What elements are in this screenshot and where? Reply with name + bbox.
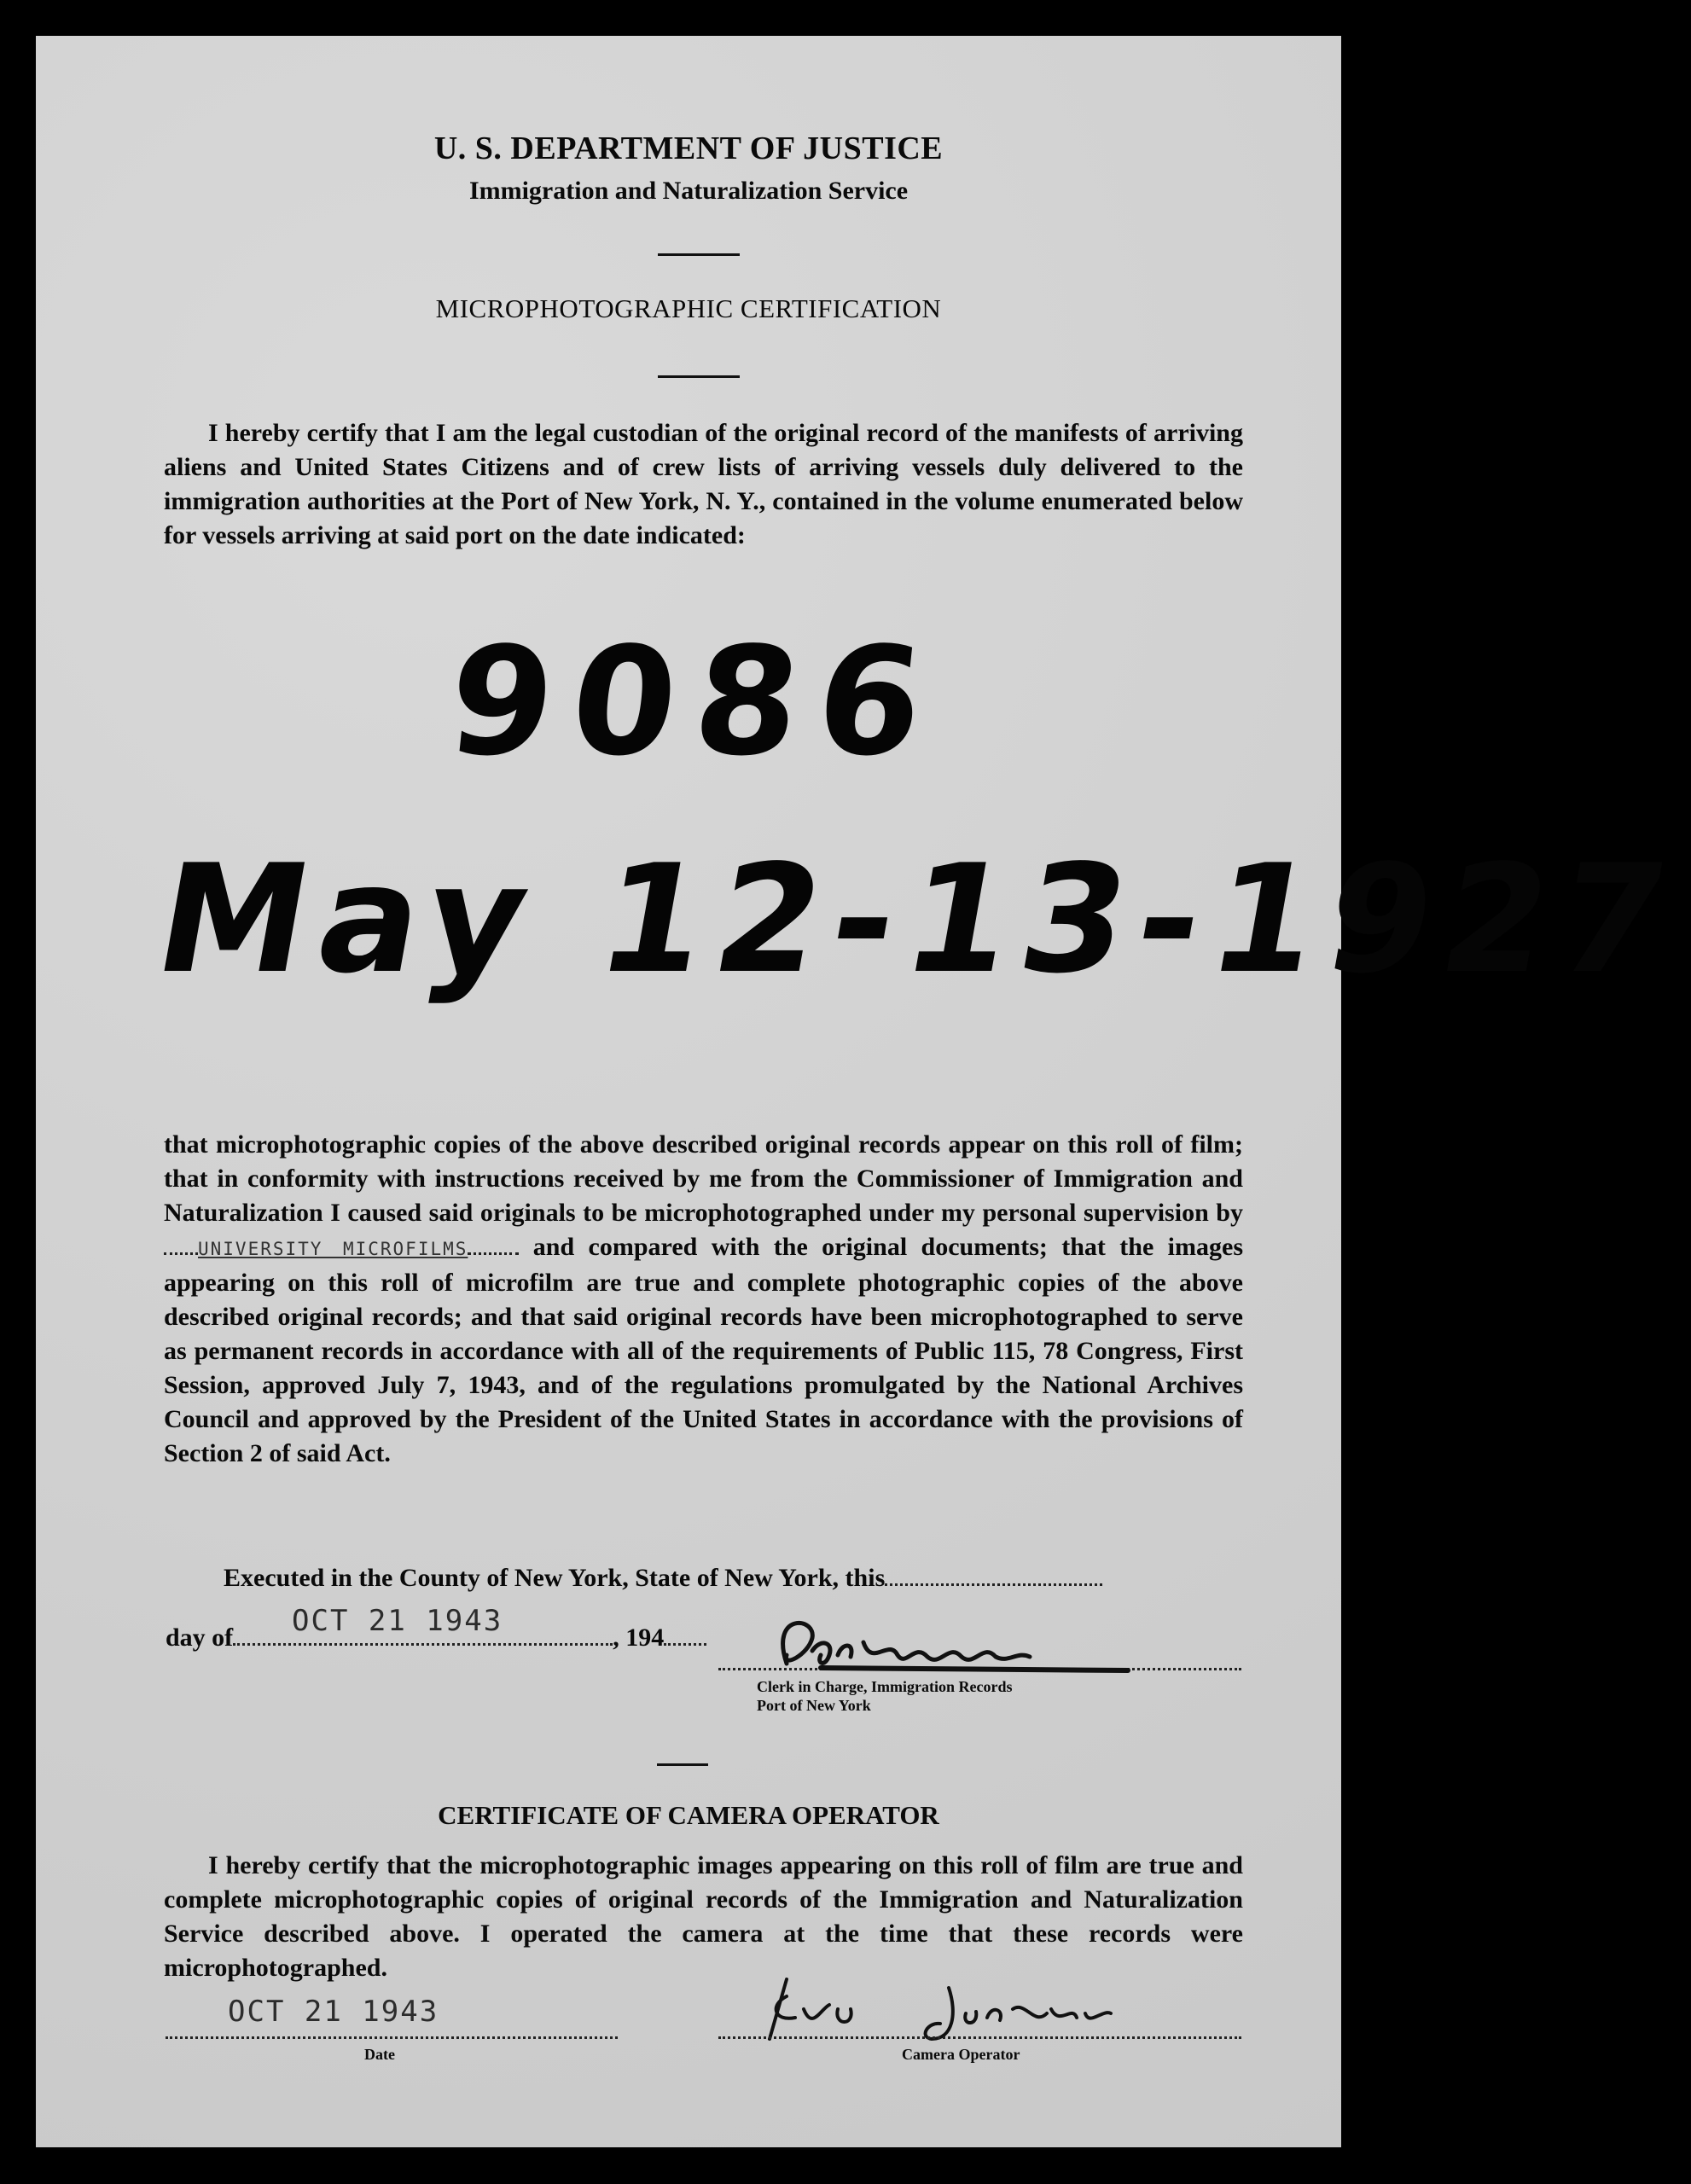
certification-body-part2: and compared with the original documents; that the images appearing on this roll of microfilm are true and complete photographic copies of the above described original records; and that said original records have been microphotographed to serve as permanent records in accordance with all of the requirements of Public 115, 78 Congress, First Session, approved July 7, 1943, and of the regulations promulgated by the National Archives Council and approved by the President of the United States in accordance with the provisions of Section 2 of said Act.: [164, 1233, 1244, 1467]
date-line: [166, 2036, 618, 2039]
filmed-by-typed: UNIVERSITY MICROFILMS: [198, 1239, 468, 1259]
divider: [657, 1763, 708, 1766]
day-of-label: day of: [166, 1623, 234, 1652]
dotted-fill: [468, 1230, 519, 1255]
executed-text: Executed in the County of New York, State of New York, this: [224, 1564, 886, 1592]
date-stamp: OCT 21 1943: [292, 1604, 503, 1638]
divider: [658, 375, 740, 378]
form-title: MICROPHOTOGRAPHIC CERTIFICATION: [435, 293, 942, 323]
clerk-port: Port of New York: [757, 1697, 871, 1714]
department-heading: U. S. DEPARTMENT OF JUSTICE: [433, 131, 944, 166]
dotted-fill: [664, 1621, 706, 1646]
volume-number-handwritten: 9086: [440, 616, 950, 789]
year-prefix: , 194: [613, 1623, 665, 1652]
certification-intro: I hereby certify that I am the legal custodian of the original record of the manifests of arriving aliens and United States Citizens and of crew lists of arriving vessels duly delivered to the immigration authorities at the Port of New York, N. Y., contained in the volume enumerated below for vessels arriving at said port on the date indicated:: [164, 419, 1243, 549]
service-subheading: Immigration and Naturalization Service: [468, 177, 909, 205]
clerk-signature: [735, 1604, 1252, 1689]
date-label: Date: [364, 2046, 395, 2063]
dotted-fill: [885, 1561, 1102, 1586]
dotted-fill: [164, 1230, 198, 1255]
camera-operator-label: Camera Operator: [902, 2046, 1020, 2063]
operator-signature-text: Eva Jackson: [1196, 1971, 1200, 1972]
camera-operator-statement: I hereby certify that the microphotographic images appearing on this roll of film are true and complete microphotographic copies of original records of the Immigration and Naturalization Service described above. I operated the camera at the time that these records were microphotographed.: [164, 1851, 1243, 1982]
certification-body-part1: that microphotographic copies of the above described original records appear on this roll of film; that in conformity with instructions received by me from the Commissioner of Immigration and Naturalization I caused said originals to be microphotographed under my personal supervision by: [164, 1130, 1243, 1227]
camera-operator-title: CERTIFICATE OF CAMERA OPERATOR: [438, 1800, 939, 1830]
divider: [658, 253, 740, 256]
operator-signature-line: [718, 2036, 1241, 2039]
executed-line: [224, 1561, 1102, 1593]
operator-date-stamp: OCT 21 1943: [228, 1995, 439, 2029]
volume-dates-handwritten: May 12-13-1927: [144, 834, 1691, 1007]
clerk-title: Clerk in Charge, Immigration Records: [757, 1678, 1013, 1695]
certificate-sheet: [36, 36, 1691, 2147]
clerk-signature-text: Geo. Ferraris: [1247, 1604, 1252, 1605]
certification-body: [164, 1128, 1243, 1471]
